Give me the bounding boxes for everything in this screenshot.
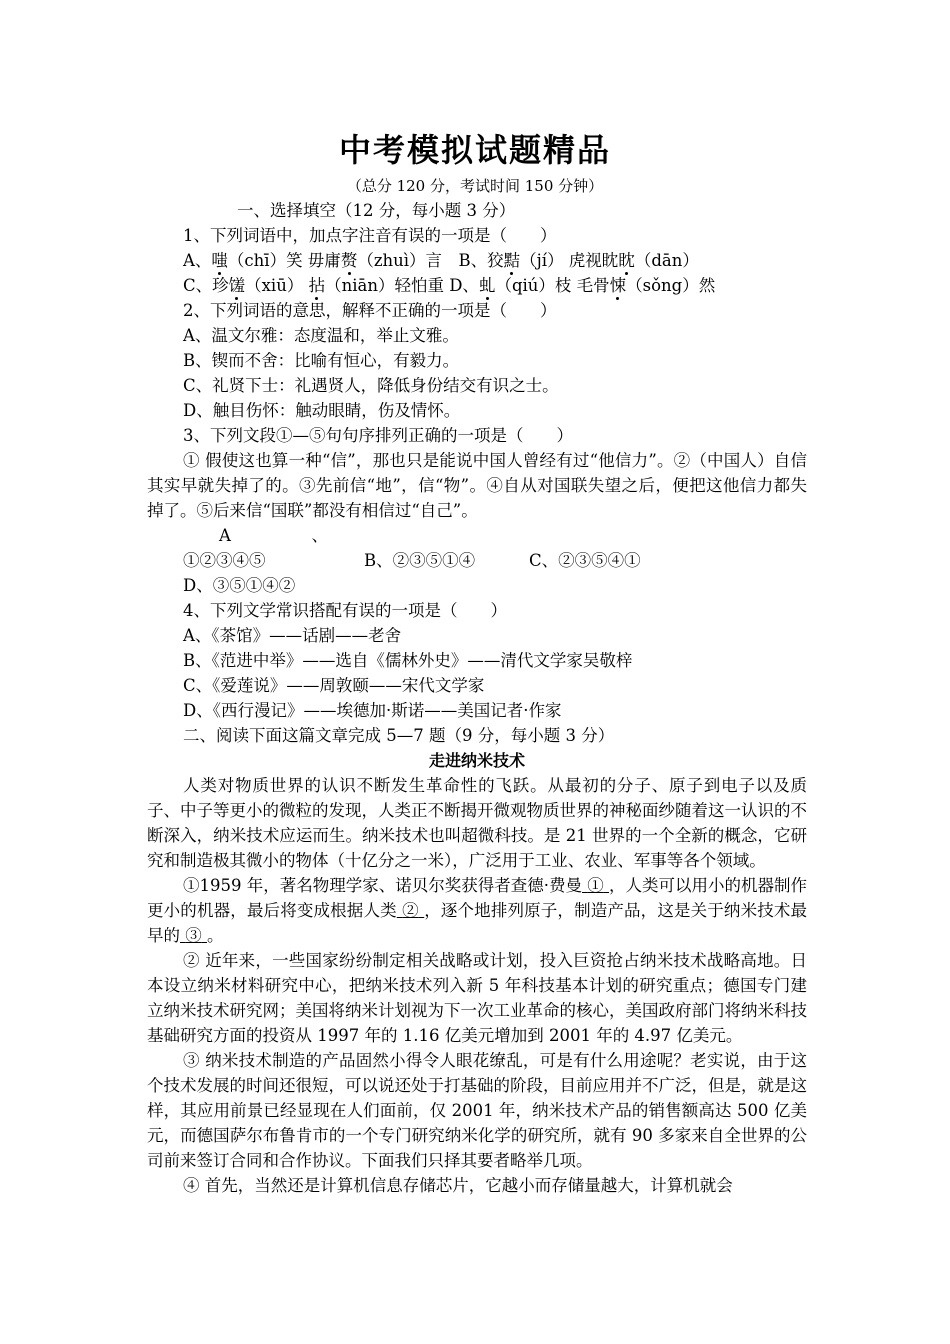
option-c: C、②③⑤④① (529, 551, 641, 570)
blank-1: ① (587, 876, 604, 895)
question-3-passage: ① 假使这也算一种“信”，那也只是能说中国人曾经有过“他信力”。②（中国人）自信其实早就失掉了的。③先前信“地”，信“物”。④自从对国联失望之后，便把这他信力都失掉了。⑤后来信“国联”都没有相信过“自己”。 (147, 451, 807, 520)
article-intro: 人类对物质世界的认识不断发生革命性的飞跃。从最初的分子、原子到电子以及质子、中子等更小的微粒的发现，人类正不断揭开微观物质世界的神秘面纱随着这一认识的不断深入，纳米技术应运而生。纳米技术也叫超微科技。是 21 世界的一个全新的概念，它研究和制造极其微小的物体（十亿分之一米），广泛用于工业、农业、军事等各个领域。 (147, 776, 807, 870)
option-b: B、②③⑤①④ (364, 551, 476, 570)
question-1-options-cd: C、珍馐（xiū） 拈（niān）轻怕重 D、虬（qiú）枝 毛骨悚（sǒng）然 (183, 276, 716, 295)
dotted-char: 眈 (618, 251, 635, 270)
dotted-char: 黠 (503, 251, 521, 270)
exam-info: （总分 120 分，考试时间 150 分钟） (346, 177, 604, 195)
question-4-option: A、《茶馆》——话剧——老舍 (183, 626, 402, 645)
question-3-stem: 3、下列文段①—⑤句句序排列正确的一项是（ ） (183, 426, 573, 445)
dotted-char: 拈 (308, 276, 326, 295)
dotted-char: 悚 (609, 276, 627, 295)
question-2-stem: 2、下列词语的意思，解释不正确的一项是（ ） (183, 301, 557, 320)
article-paragraph-4: ④ 首先，当然还是计算机信息存储芯片，它越小而存储量越大，计算机就会 (183, 1176, 733, 1195)
question-2-option: D、触目伤怀：触动眼睛，伤及情怀。 (183, 401, 461, 420)
dotted-char: 馐 (228, 276, 246, 295)
article-paragraph-2: ② 近年来，一些国家纷纷制定相关战略或计划，投入巨资抢占纳米技术战略高地。日本设立纳米材料研究中心，把纳米技术列入新 5 年科技基本计划的研究重点；德国专门建立纳米技术研究网；美国将纳米计划视为下一次工业革命的核心，美国政府部门将纳米科技基础研究方面的投资从 1997 年的 1.16 亿美元增加到 2001 年的 4.97 亿美元。 (147, 951, 807, 1045)
blank-2: ② (402, 901, 419, 920)
option-a: A、①②③④⑤ (183, 526, 328, 570)
article-paragraph-3: ③ 纳米技术制造的产品固然小得令人眼花缭乱，可是有什么用途呢？老实说，由于这个技术发展的时间还很短，可以说还处于打基础的阶段，目前应用并不广泛，但是，就是这样，其应用前景已经显现在人们面前，仅 2001 年，纳米技术产品的销售额高达 500 亿美元，而德国萨尔布鲁肯市的一个专门研究纳米化学的研究所，就有 90 多家来自全世界的公司前来签订合同和合作协议。下面我们只择其要者略举几项。 (147, 1051, 807, 1170)
dotted-char: 嗤 (211, 251, 228, 270)
article-paragraph-1: ①1959 年，著名物理学家、诺贝尔奖获得者查德·费曼 ① ，人类可以用小的机器制作更小的机器，最后将变成根据人类 ② ，逐个地排列原子，制造产品，这是关于纳米技术最早的 ③ 。 (147, 876, 808, 945)
page-title: 中考模拟试题精品 (338, 131, 611, 169)
question-3-options (147, 523, 807, 598)
question-1-options-ab: A、嗤（chī）笑 毋庸赘（zhuì）言 B、狡黠（jí） 虎视眈眈（dān） (183, 251, 699, 270)
question-4-option: D、《西行漫记》——埃德加·斯诺——美国记者·作家 (183, 701, 562, 720)
question-2-option: C、礼贤下士：礼遇贤人，降低身份结交有识之士。 (183, 376, 559, 395)
option-d: D、③⑤①④② (183, 576, 296, 595)
section-heading-2: 二、阅读下面这篇文章完成 5—7 题（9 分，每小题 3 分） (183, 726, 615, 745)
question-2-option: A、温文尔雅：态度温和，举止文雅。 (183, 326, 459, 345)
section-heading-1: 一、选择填空（12 分，每小题 3 分） (237, 201, 516, 220)
dotted-char: 虬 (478, 276, 496, 295)
question-4-option: B、《范进中举》——选自《儒林外史》——清代文学家吴敬梓 (183, 651, 633, 670)
exam-body (147, 198, 807, 1198)
question-1-stem: 1、下列词语中，加点字注音有误的一项是（ ） (183, 226, 557, 245)
question-2-option: B、锲而不舍：比喻有恒心，有毅力。 (183, 351, 460, 370)
article-title: 走进纳米技术 (428, 751, 525, 770)
question-4-stem: 4、下列文学常识搭配有误的一项是（ ） (183, 601, 507, 620)
dotted-char: 赘 (340, 251, 358, 270)
blank-3: ③ (185, 926, 202, 945)
question-4-option: C、《爱莲说》——周敦颐——宋代文学家 (183, 676, 485, 695)
